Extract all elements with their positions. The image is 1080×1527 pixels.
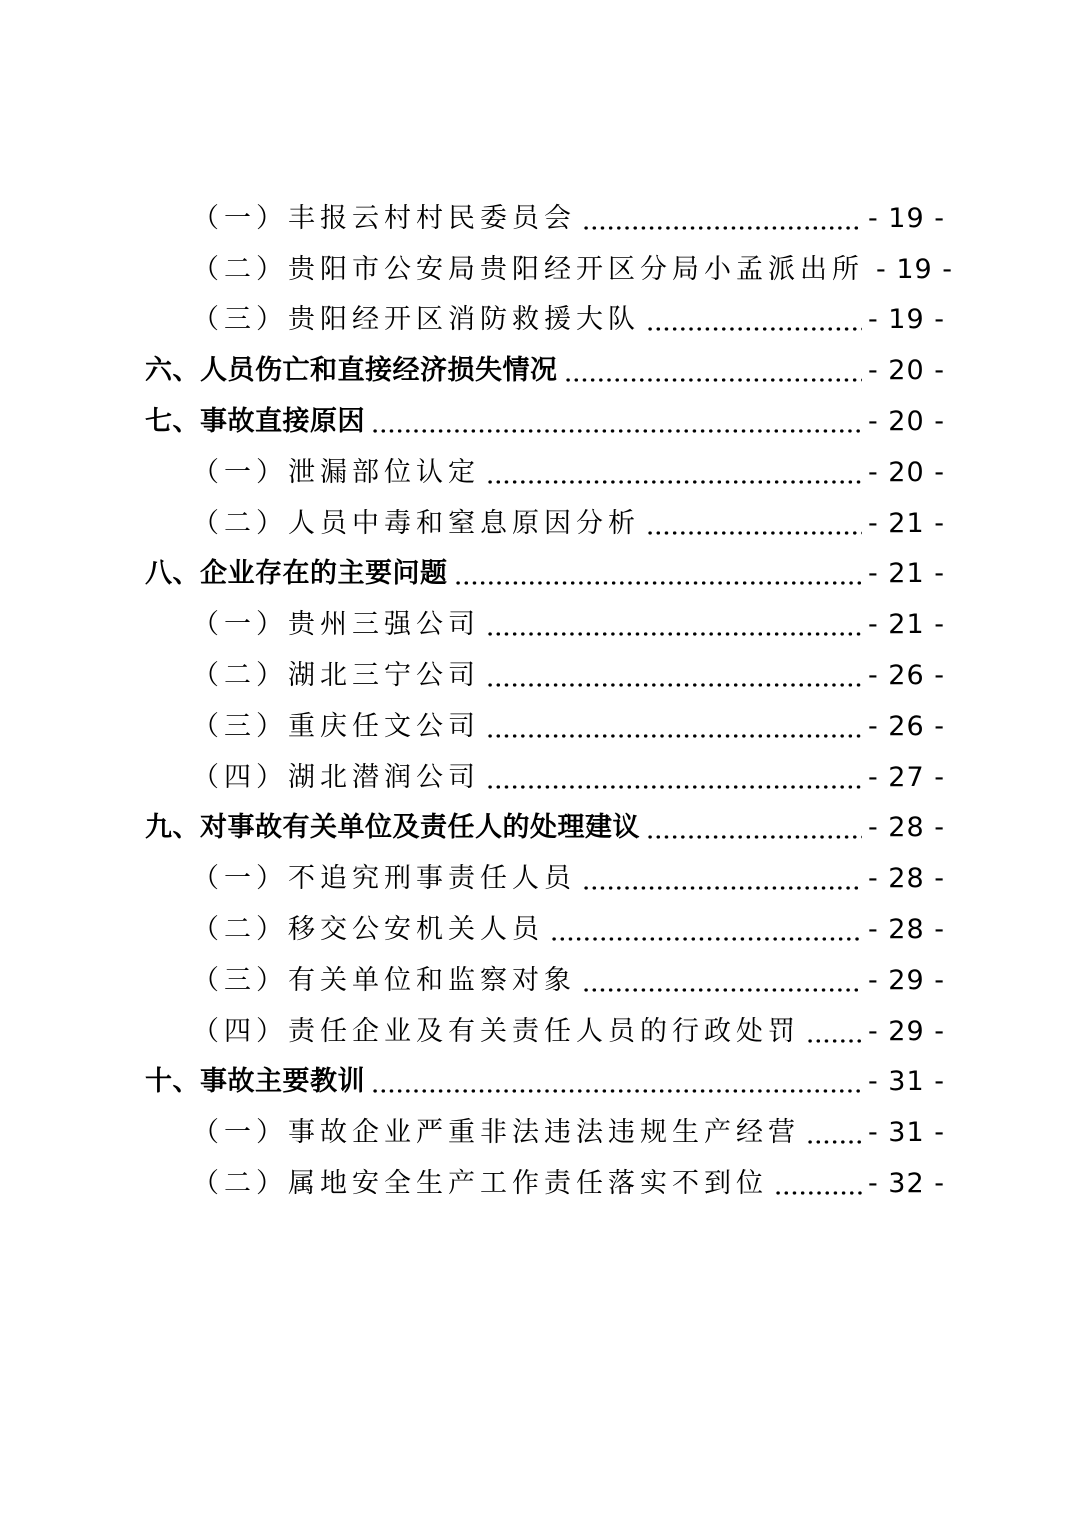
toc-page-number: - 31 - xyxy=(867,1066,945,1098)
dot-leader xyxy=(646,814,862,841)
toc-section-title: 八、企业存在的主要问题 xyxy=(145,558,448,590)
toc-entry[interactable] xyxy=(0,752,1080,803)
dot-leader xyxy=(806,1119,862,1146)
toc-entry-title: （一）不追究刑事责任人员 xyxy=(192,863,576,895)
toc-section-entry[interactable] xyxy=(0,803,1080,854)
toc-page-number: - 32 - xyxy=(867,1168,945,1200)
toc-page-number: - 21 - xyxy=(867,558,945,590)
toc-entry-title: （一）贵州三强公司 xyxy=(192,609,480,641)
toc-entry-title: （一）泄漏部位认定 xyxy=(192,456,480,488)
toc-page-number: - 28 - xyxy=(867,914,945,946)
dot-leader xyxy=(806,1018,862,1045)
toc-entry-title: （二）属地安全生产工作责任落实不到位 xyxy=(192,1168,768,1200)
dot-leader xyxy=(486,459,862,486)
toc-entry[interactable] xyxy=(0,599,1080,650)
dot-leader xyxy=(646,306,862,333)
toc-page-number: - 19 - xyxy=(867,202,945,234)
toc-entry[interactable] xyxy=(0,650,1080,701)
dot-leader xyxy=(454,560,862,587)
toc-entry[interactable] xyxy=(0,1107,1080,1158)
toc-entry-title: （四）湖北潜润公司 xyxy=(192,761,480,793)
toc-entry-title: （三）贵阳经开区消防救援大队 xyxy=(192,304,640,336)
toc-entry[interactable] xyxy=(0,955,1080,1006)
toc-page-number: - 21 - xyxy=(867,507,945,539)
table-of-contents xyxy=(0,193,1080,1209)
toc-page-number: - 26 - xyxy=(867,710,945,742)
toc-section-title: 九、对事故有关单位及责任人的处理建议 xyxy=(145,812,640,844)
toc-entry[interactable] xyxy=(0,295,1080,346)
toc-page-number: - 29 - xyxy=(867,964,945,996)
dot-leader xyxy=(550,916,862,943)
dot-leader xyxy=(486,764,862,791)
toc-section-title: 十、事故主要教训 xyxy=(145,1066,365,1098)
toc-section-title: 六、人员伤亡和直接经济损失情况 xyxy=(145,355,558,387)
dot-leader xyxy=(486,713,862,740)
toc-section-title: 七、事故直接原因 xyxy=(145,406,365,438)
dot-leader xyxy=(582,865,862,892)
toc-entry[interactable] xyxy=(0,853,1080,904)
toc-entry-title: （二）湖北三宁公司 xyxy=(192,660,480,692)
toc-page-number: - 21 - xyxy=(867,609,945,641)
toc-page-number: - 19 - xyxy=(876,253,954,285)
toc-page-number: - 26 - xyxy=(867,660,945,692)
toc-page-number: - 20 - xyxy=(867,355,945,387)
toc-entry[interactable] xyxy=(0,1158,1080,1209)
toc-page-number: - 31 - xyxy=(867,1117,945,1149)
toc-page-number: - 19 - xyxy=(867,304,945,336)
toc-section-entry[interactable] xyxy=(0,396,1080,447)
toc-entry[interactable] xyxy=(0,498,1080,549)
toc-entry-title: （二）人员中毒和窒息原因分析 xyxy=(192,507,640,539)
toc-entry-title: （四）责任企业及有关责任人员的行政处罚 xyxy=(192,1015,800,1047)
toc-entry-title: （三）重庆任文公司 xyxy=(192,710,480,742)
toc-page-number: - 20 - xyxy=(867,456,945,488)
toc-section-entry[interactable] xyxy=(0,345,1080,396)
toc-entry[interactable] xyxy=(0,244,1080,295)
dot-leader xyxy=(371,1068,862,1095)
toc-page-number: - 20 - xyxy=(867,406,945,438)
toc-entry-title: （一）事故企业严重非法违法违规生产经营 xyxy=(192,1117,800,1149)
dot-leader xyxy=(486,662,862,689)
dot-leader xyxy=(486,611,862,638)
toc-entry[interactable] xyxy=(0,1006,1080,1057)
dot-leader xyxy=(371,408,862,435)
toc-entry[interactable] xyxy=(0,701,1080,752)
toc-entry-title: （一）丰报云村村民委员会 xyxy=(192,202,576,234)
toc-entry[interactable] xyxy=(0,193,1080,244)
dot-leader xyxy=(564,357,862,384)
toc-entry-title: （二）贵阳市公安局贵阳经开区分局小孟派出所 xyxy=(192,253,864,285)
dot-leader xyxy=(646,510,862,537)
toc-entry[interactable] xyxy=(0,904,1080,955)
toc-section-entry[interactable] xyxy=(0,1057,1080,1108)
dot-leader xyxy=(774,1170,862,1197)
dot-leader xyxy=(582,967,862,994)
toc-entry-title: （二）移交公安机关人员 xyxy=(192,914,544,946)
toc-page-number: - 28 - xyxy=(867,812,945,844)
toc-page-number: - 28 - xyxy=(867,863,945,895)
toc-section-entry[interactable] xyxy=(0,549,1080,600)
toc-page-number: - 29 - xyxy=(867,1015,945,1047)
dot-leader xyxy=(582,205,862,232)
toc-entry[interactable] xyxy=(0,447,1080,498)
toc-page-number: - 27 - xyxy=(867,761,945,793)
toc-entry-title: （三）有关单位和监察对象 xyxy=(192,964,576,996)
